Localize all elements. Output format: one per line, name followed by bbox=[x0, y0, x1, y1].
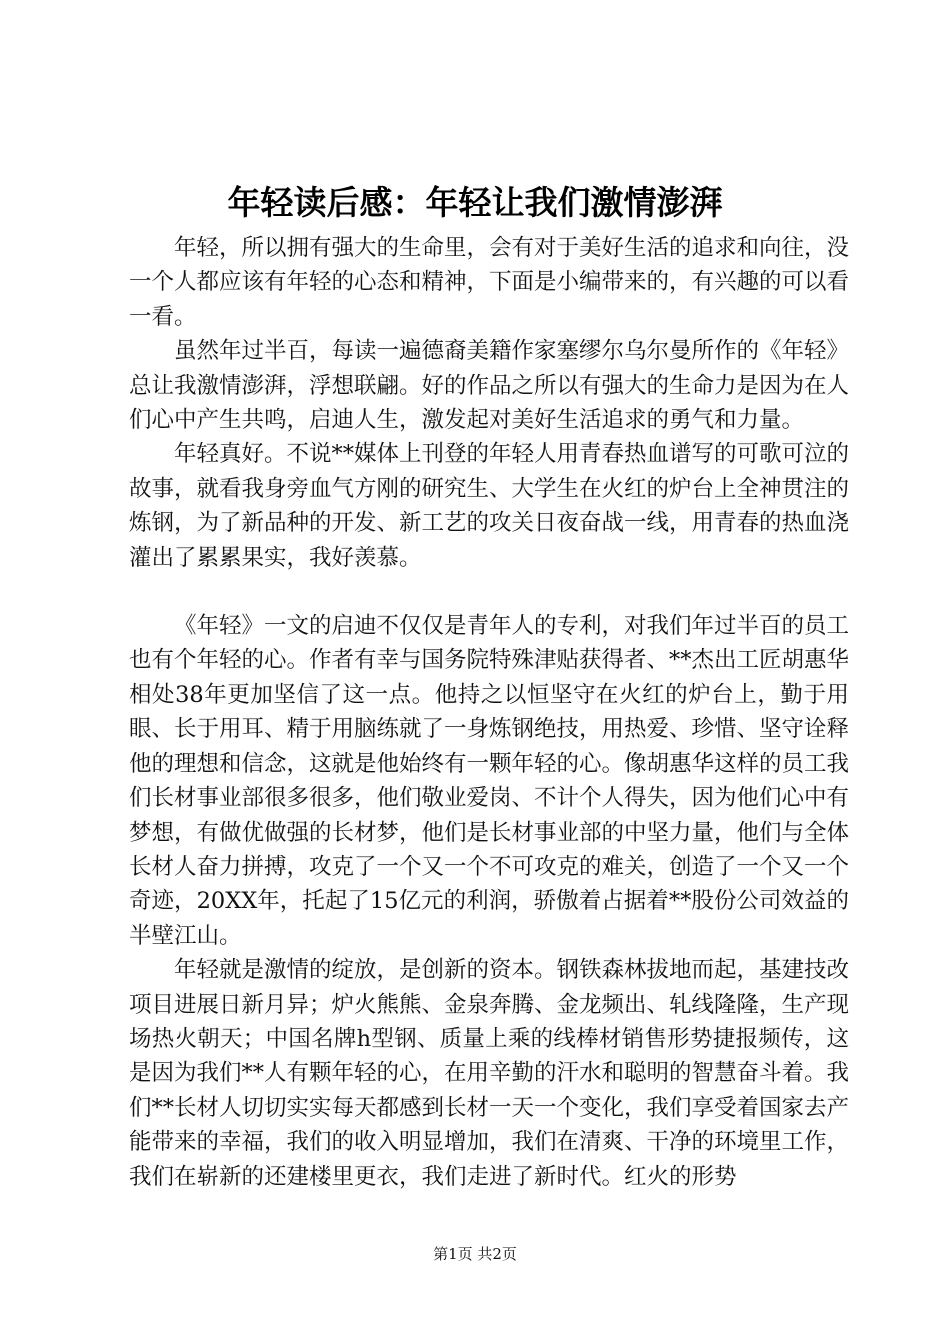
paragraph-passion: 年轻就是激情的绽放，是创新的资本。钢铁森林拔地而起，基建技改项目进展日新月异；炉火熊熊、金泉奔腾、金龙频出、轧线隆隆，生产现场热火朝天；中国名牌h型钢、质量上乘的线棒材销售形势捷报频传，这是因为我们**人有颗年轻的心，在用辛勤的汗水和聪明的智慧奋斗着。我们**长材人切切实实每天都感到长材一天一个变化，我们享受着国家去产能带来的幸福，我们的收入明显增加，我们在清爽、干净的环境里工作，我们在崭新的还建楼里更衣，我们走进了新时代。红火的形势 bbox=[129, 957, 850, 1190]
document-title: 年轻读后感：年轻让我们激情澎湃 bbox=[227, 183, 723, 222]
page-footer: 第1页 共2页 bbox=[433, 1245, 517, 1263]
paragraph-reading: 虽然年过半百，每读一遍德裔美籍作家塞缪尔乌尔曼所作的《年轻》总让我激情澎湃，浮想联翩。好的作品之所以有强大的生命力是因为在人们心中产生共鸣，启迪人生，激发起对美好生活追求的勇气和力量。 bbox=[129, 338, 850, 434]
paragraph-inspiration: 《年轻》一文的启迪不仅仅是青年人的专利，对我们年过半百的员工也有个年轻的心。作者有幸与国务院特殊津贴获得者、**杰出工匠胡惠华相处38年更加坚信了这一点。他持之以恒坚守在火红的炉台上，勤于用眼、长于用耳、精于用脑练就了一身炼钢绝技，用热爱、珍惜、坚守诠释他的理想和信念，这就是他始终有一颗年轻的心。像胡惠华这样的员工我们长材事业部很多很多，他们敬业爱岗、不计个人得失，因为他们心中有梦想，有做优做强的长材梦，他们是长材事业部的中坚力量，他们与全体长材人奋力拼搏，攻克了一个又一个不可攻克的难关，创造了一个又一个奇迹，20XX年，托起了15亿元的利润，骄傲着占据着**股份公司效益的半壁江山。 bbox=[129, 613, 850, 949]
paragraph-intro: 年轻，所以拥有强大的生命里，会有对于美好生活的追求和向往，没一个人都应该有年轻的心态和精神，下面是小编带来的，有兴趣的可以看一看。 bbox=[129, 235, 850, 330]
paragraph-youth-good: 年轻真好。不说**媒体上刊登的年轻人用青春热血谱写的可歌可泣的故事，就看我身旁血气方刚的研究生、大学生在火红的炉台上全神贯注的炼钢，为了新品种的开发、新工艺的攻关日夜奋战一线，用青春的热血浇灌出了累累果实，我好羡慕。 bbox=[129, 441, 850, 571]
document-body bbox=[129, 231, 849, 1194]
